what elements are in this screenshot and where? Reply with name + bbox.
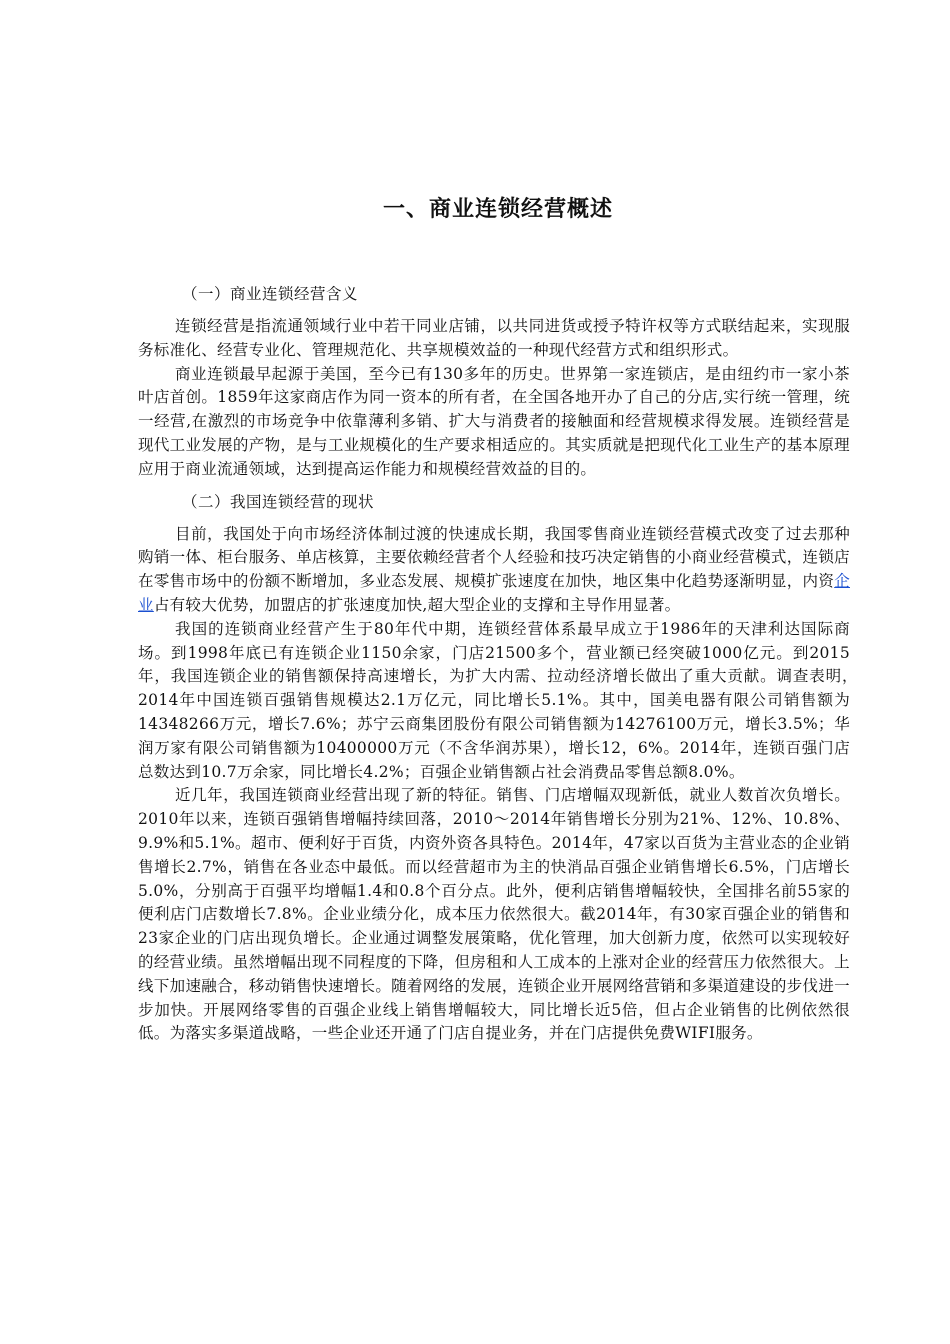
paragraph-history-stats: 我国的连锁商业经营产生于80年代中期，连锁经营体系最早成立于1986年的天津利达国际商场。到1998年底已有连锁企业1150余家，门店21500多个，营业额已经突破1000亿元。到2015年，我国连锁企业的销售额保持高速增长，为扩大内需、拉动经济增长做出了重大贡献。调查表明， 2014年中国连锁百强销售规模达2.1万亿元，同比增长5.1%。其中，国美电器有限公司销售额为14348266万元，增长7.6%；苏宁云商集团股份有限公司销售额为14276100万元，增长3.5%；华润万家有限公司销售额为10400000万元（不含华润苏果），增长12，6%。2014年，连锁百强门店总数达到10.7万余家，同比增长4.2%；百强企业销售额占社会消费品零售总额8.0%。 (138, 619, 866, 781)
paragraph-text: 占有较大优势，加盟店的扩张速度加快,超大型企业的支撑和主导作用显著。 (153, 595, 681, 614)
section-heading-meaning: （一）商业连锁经营含义 (182, 285, 359, 303)
enterprise-link[interactable]: 企业 (138, 572, 850, 614)
paragraph-new-features: 近几年，我国连锁商业经营出现了新的特征。销售、门店增幅双现新低，就业人数首次负增长。2010年以来，连锁百强销售增幅持续回落，2010～2014年销售增长分别为21%、12%、10.8%、9.9%和5.1%。超市、便利好于百货，内资外资各具特色。2014年，47家以百货为主营业态的企业销售增长2.7%，销售在各业态中最低。而以经营超市为主的快消品百强企业销售增长6.5%，门店增长5.0%，分别高于百强平均增幅1.4和0.8个百分点。此外，便利店销售增幅较快，全国排名前55家的便利店门店数增长7.8%。企业业绩分化，成本压力依然很大。截2014年，有30家百强企业的销售和23家企业的门店出现负增长。企业通过调整发展策略，优化管理，加大创新力度，依然可以实现较好的经营业绩。虽然增幅出现不同程度的下降，但房租和人工成本的上涨对企业的经营压力依然很大。上线下加速融合，移动销售快速增长。随着网络的发展，连锁企业开展网络营销和多渠道建设的步伐进一步加快。开展网络零售的百强企业线上销售增幅较大，同比增长近5倍，但占企业销售的比例依然很低。为落实多渠道战略，一些企业还开通了门店自提业务，并在门店提供免费WIFI服务。 (138, 786, 850, 1043)
paragraph-current-state (138, 523, 850, 618)
paragraph-origin: 商业连锁最早起源于美国，至今已有130多年的历史。世界第一家连锁店，是由纽约市一家小茶叶店首创。1859年这家商店作为同一资本的所有者，在全国各地开办了自己的分店,实行统一管理，统一经营,在激烈的市场竞争中依靠薄利多销、扩大与消费者的接触面和经营规模求得发展。连锁经营是现代工业发展的产物，是与工业规模化的生产要求相适应的。其实质就是把现代化工业生产的基本原理应用于商业流通领域，达到提高运作能力和规模经营效益的目的。 (138, 364, 850, 478)
paragraph-definition: 连锁经营是指流通领域行业中若干同业店铺，以共同进货或授予特许权等方式联结起来，实现服务标准化、经营专业化、管理规范化、共享规模效益的一种现代经营方式和组织形式。 (138, 317, 850, 359)
section-heading-status: （二）我国连锁经营的现状 (182, 492, 375, 511)
paragraph-text: 目前，我国处于向市场经济体制过渡的快速成长期，我国零售商业连锁经营模式改变了过去那种购销一体、柜台服务、单店核算，主要依赖经营者个人经验和技巧决定销售的小商业经营模式，连锁店在零售市场中的份额不断增加，多业态发展、规模扩张速度在加快，地区集中化趋势逐渐明显，内资 (138, 524, 850, 591)
document-body (138, 281, 866, 1046)
page-title: 一、商业连锁经营概述 (382, 197, 613, 222)
